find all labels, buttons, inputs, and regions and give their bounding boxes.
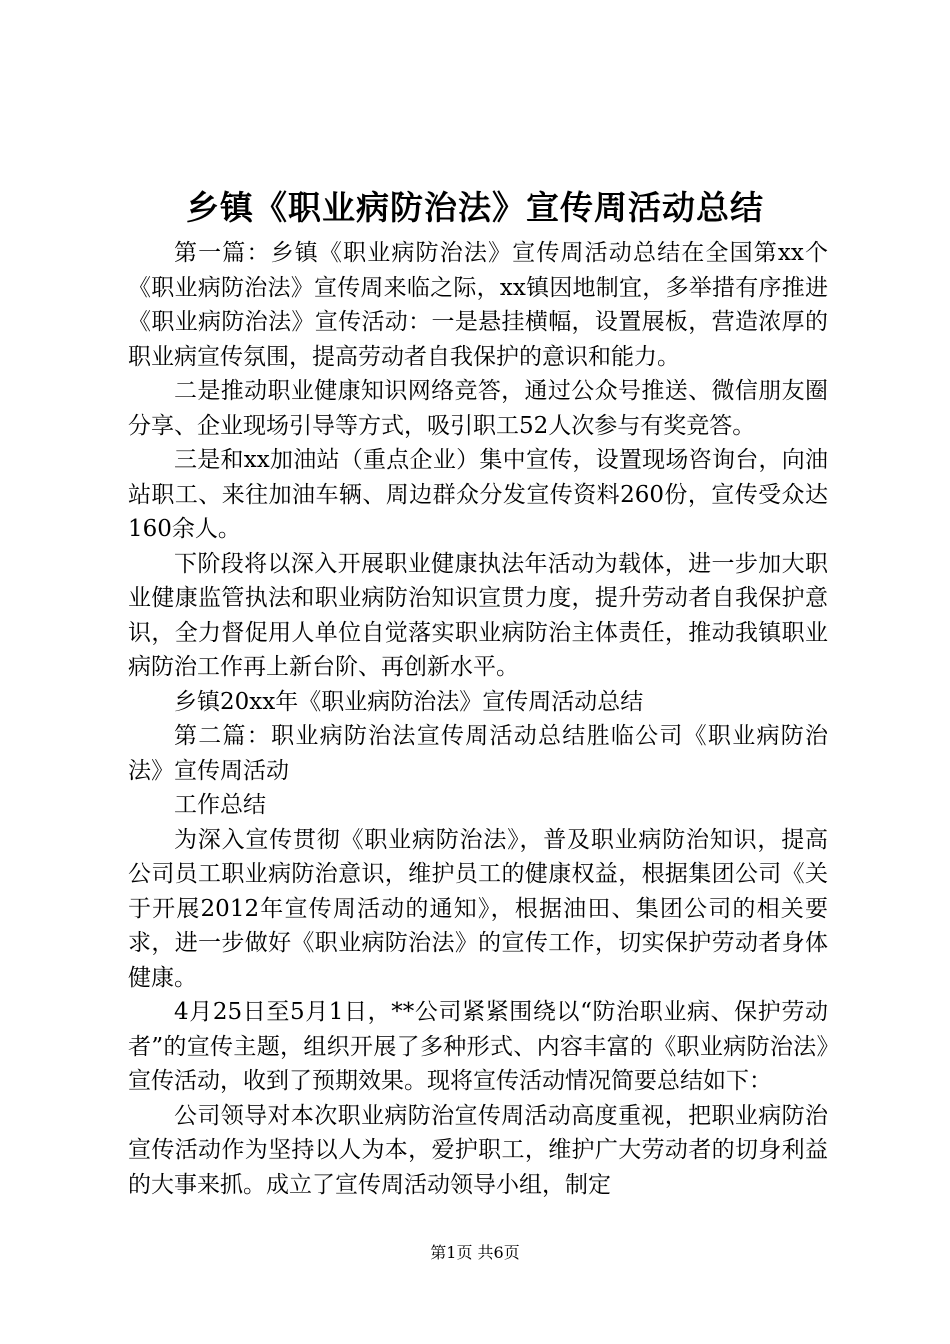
page-footer: 第1页 共6页 [430, 1243, 520, 1262]
paragraph: 二是推动职业健康知识网络竞答，通过公众号推送、微信朋友圈分享、企业现场引导等方式，吸引职工52人次参与有奖竞答。 [128, 378, 828, 439]
document-body [128, 236, 828, 1202]
paragraph: 三是和xx加油站（重点企业）集中宣传，设置现场咨询台，向油站职工、来往加油车辆、周边群众分发宣传资料260份，宣传受众达160余人。 [128, 447, 828, 542]
paragraph: 4月25日至5月1日，**公司紧紧围绕以“防治职业病、保护劳动者”的宣传主题，组织开展了多种形式、内容丰富的《职业病防治法》宣传活动，收到了预期效果。现将宣传活动情况简要总结如下： [128, 999, 828, 1094]
paragraph: 公司领导对本次职业病防治宣传周活动高度重视，把职业病防治宣传活动作为坚持以人为本，爱护职工，维护广大劳动者的切身利益的大事来抓。成立了宣传周活动领导小组，制定 [128, 1102, 828, 1198]
paragraph: 第一篇：乡镇《职业病防治法》宣传周活动总结在全国第xx个《职业病防治法》宣传周来临之际，xx镇因地制宜，多举措有序推进《职业病防治法》宣传活动：一是悬挂横幅，设置展板，营造浓厚的职业病宣传氛围，提高劳动者自我保护的意识和能力。 [128, 240, 828, 370]
paragraph: 下阶段将以深入开展职业健康执法年活动为载体，进一步加大职业健康监管执法和职业病防治知识宣贯力度，提升劳动者自我保护意识，全力督促用人单位自觉落实职业病防治主体责任，推动我镇职业病防治工作再上新台阶、再创新水平。 [128, 550, 828, 680]
paragraph: 为深入宣传贯彻《职业病防治法》，普及职业病防治知识，提高公司员工职业病防治意识，维护员工的健康权益，根据集团公司《关于开展2012年宣传周活动的通知》，根据油田、集团公司的相关要求，进一步做好《职业病防治法》的宣传工作，切实保护劳动者身体健康。 [128, 826, 828, 991]
document-title: 乡镇《职业病防治法》宣传周活动总结 [186, 188, 764, 227]
paragraph: 工作总结 [174, 792, 266, 818]
paragraph: 第二篇：职业病防治法宣传周活动总结胜临公司《职业病防治法》宣传周活动 [128, 723, 828, 784]
paragraph: 乡镇20xx年《职业病防治法》宣传周活动总结 [174, 688, 644, 715]
